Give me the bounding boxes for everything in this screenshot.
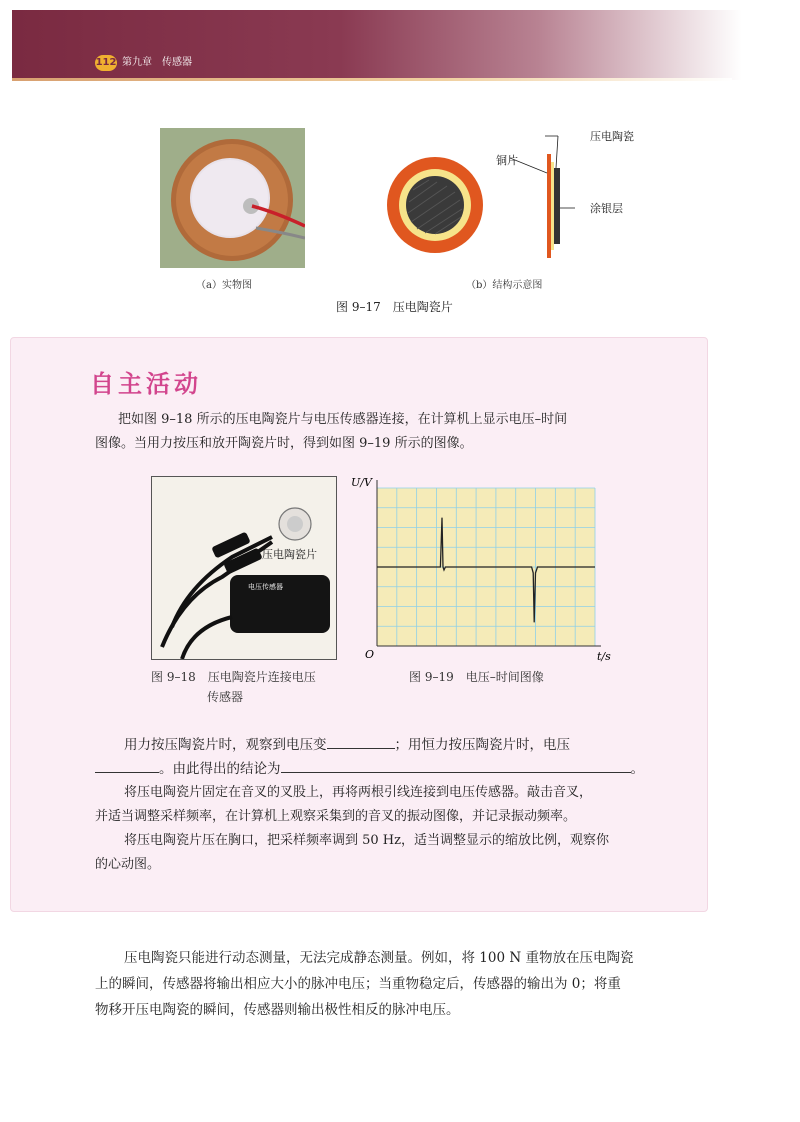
q1-text-c: 。由此得出的结论为	[159, 761, 281, 777]
paragraph-3-line2: 的心动图。	[95, 857, 161, 872]
header-underline	[12, 78, 732, 81]
label-ceramic: 压电陶瓷	[590, 130, 634, 143]
fig18-label-ceramic: 压电陶瓷片	[262, 548, 317, 561]
paragraph-2-line1: 将压电陶瓷片固定在音叉的叉股上，再将两根引线连接到电压传感器。敲击音叉，	[124, 785, 593, 800]
voltage-time-chart	[345, 470, 620, 662]
label-silver: 涂银层	[590, 202, 623, 215]
page-number: 112	[95, 55, 117, 71]
q1-blank-2[interactable]	[95, 758, 159, 773]
q1-text-b: ；用恒力按压陶瓷片时，电压	[394, 737, 570, 753]
question-1-line2	[95, 757, 644, 781]
paragraph-2-line2: 并适当调整采样频率，在计算机上观察采集到的音叉的振动图像，并记录振动频率。	[95, 809, 577, 824]
x-axis-label: t/s	[597, 650, 611, 662]
figure-caption-b: （b）结构示意图	[466, 280, 543, 291]
fig19-caption: 图 9–19 电压–时间图像	[409, 670, 544, 684]
body-line3: 物移开压电陶瓷的瞬间，传感器则输出极性相反的脉冲电压。	[95, 1002, 460, 1018]
q1-blank-1[interactable]	[327, 734, 395, 749]
q1-blank-3[interactable]	[281, 758, 631, 773]
sensor-connection-photo	[151, 476, 337, 660]
body-line2: 上的瞬间，传感器将输出相应大小的脉冲电压；当重物稳定后，传感器的输出为 0；将重	[95, 976, 621, 992]
question-1-line1	[124, 733, 570, 757]
label-copper: 铜片	[496, 154, 518, 167]
figure-9-17-title: 图 9–17 压电陶瓷片	[336, 300, 453, 314]
q1-text-d: 。	[630, 761, 644, 777]
fig18-sensor-text: 电压传感器	[248, 583, 283, 591]
q1-text-a: 用力按压陶瓷片时，观察到电压变	[124, 737, 327, 753]
fig18-caption-line2: 传感器	[207, 690, 244, 704]
body-line1: 压电陶瓷只能进行动态测量，无法完成静态测量。例如，将 100 N 重物放在压电陶瓷	[124, 950, 634, 966]
activity-title: 自主活动	[90, 370, 202, 398]
origin-label: O	[365, 648, 375, 661]
fig18-caption-line1: 图 9–18 压电陶瓷片连接电压	[151, 670, 316, 684]
y-axis-label: U/V	[351, 476, 372, 489]
activity-intro-line1: 把如图 9–18 所示的压电陶瓷片与电压传感器连接，在计算机上显示电压–时间	[118, 412, 568, 427]
paragraph-3-line1: 将压电陶瓷片压在胸口，把采样频率调到 50 Hz，适当调整显示的缩放比例，观察你	[124, 833, 609, 848]
chapter-title: 第九章 传感器	[122, 57, 192, 68]
label-leader-lines	[450, 128, 600, 228]
figure-caption-a: （a）实物图	[196, 280, 252, 291]
piezo-photo	[160, 128, 305, 268]
activity-intro-line2: 图像。当用力按压和放开陶瓷片时，得到如图 9–19 所示的图像。	[95, 436, 473, 451]
